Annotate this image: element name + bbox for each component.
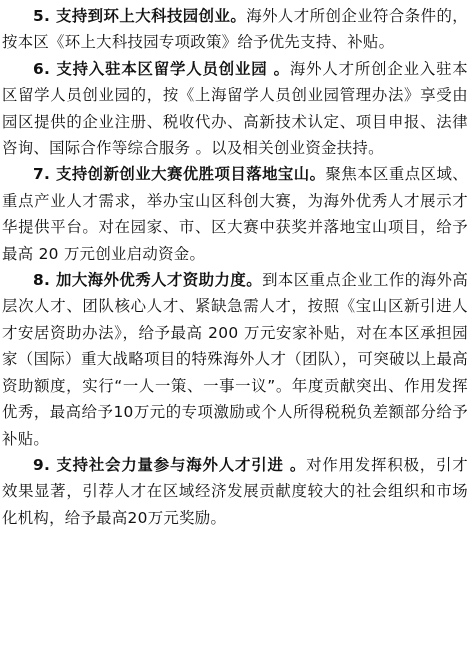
policy-item-9	[2, 452, 468, 531]
policy-item-7	[2, 161, 468, 267]
policy-item-8	[2, 267, 468, 452]
policy-heading: 6. 支持入驻本区留学人员创业园 。	[33, 59, 290, 78]
policy-item-6	[2, 56, 468, 162]
document-body	[2, 3, 468, 531]
policy-text: 对作用发挥积极，引才效果显著，引荐人才在区域经济发展贡献度较大的社会组织和市场化机构，给予最高20万元奖励。	[2, 455, 468, 527]
policy-text: 海外人才所创企业入驻本区留学人员创业园的，按《上海留学人员创业园管理办法》享受由园区提供的企业注册、税收代办、高新技术认定、项目申报、法律咨询、国际合作等综合服务 。以及相关创业资金扶持。	[2, 59, 468, 158]
policy-heading: 7. 支持创新创业大赛优胜项目落地宝山。	[33, 165, 326, 184]
policy-text: 海外人才所创企业符合条件的，按本区《环上大科技园专项政策》给予优先支持、补贴。	[2, 7, 468, 52]
policy-item-5	[2, 3, 468, 56]
policy-heading: 8. 加大海外优秀人才资助力度。	[33, 271, 263, 290]
policy-text: 到本区重点企业工作的海外高层次人才、团队核心人才、紧缺急需人才，按照《宝山区新引进人才安居资助办法》，给予最高 200 万元安家补贴，对在本区承担园家（国际）重大战略项目的特殊海外人才（团队），可突破以上最高资助额度，实行“一人一策、一事一议”。年度贡献突出、作用发挥优秀，最高给予10万元的专项激励或个人所得税税负差额部分给予补贴。	[2, 271, 469, 448]
policy-text: 聚焦本区重点区域、重点产业人才需求，举办宝山区科创大赛，为海外优秀人才展示才华提供平台。对在园家、市、区大赛中获奖并落地宝山项目，给予最高 20 万元创业启动资金。	[2, 165, 468, 263]
policy-heading: 5. 支持到环上大科技园创业。	[33, 7, 247, 25]
policy-heading: 9. 支持社会力量参与海外人才引进 。	[33, 455, 307, 474]
